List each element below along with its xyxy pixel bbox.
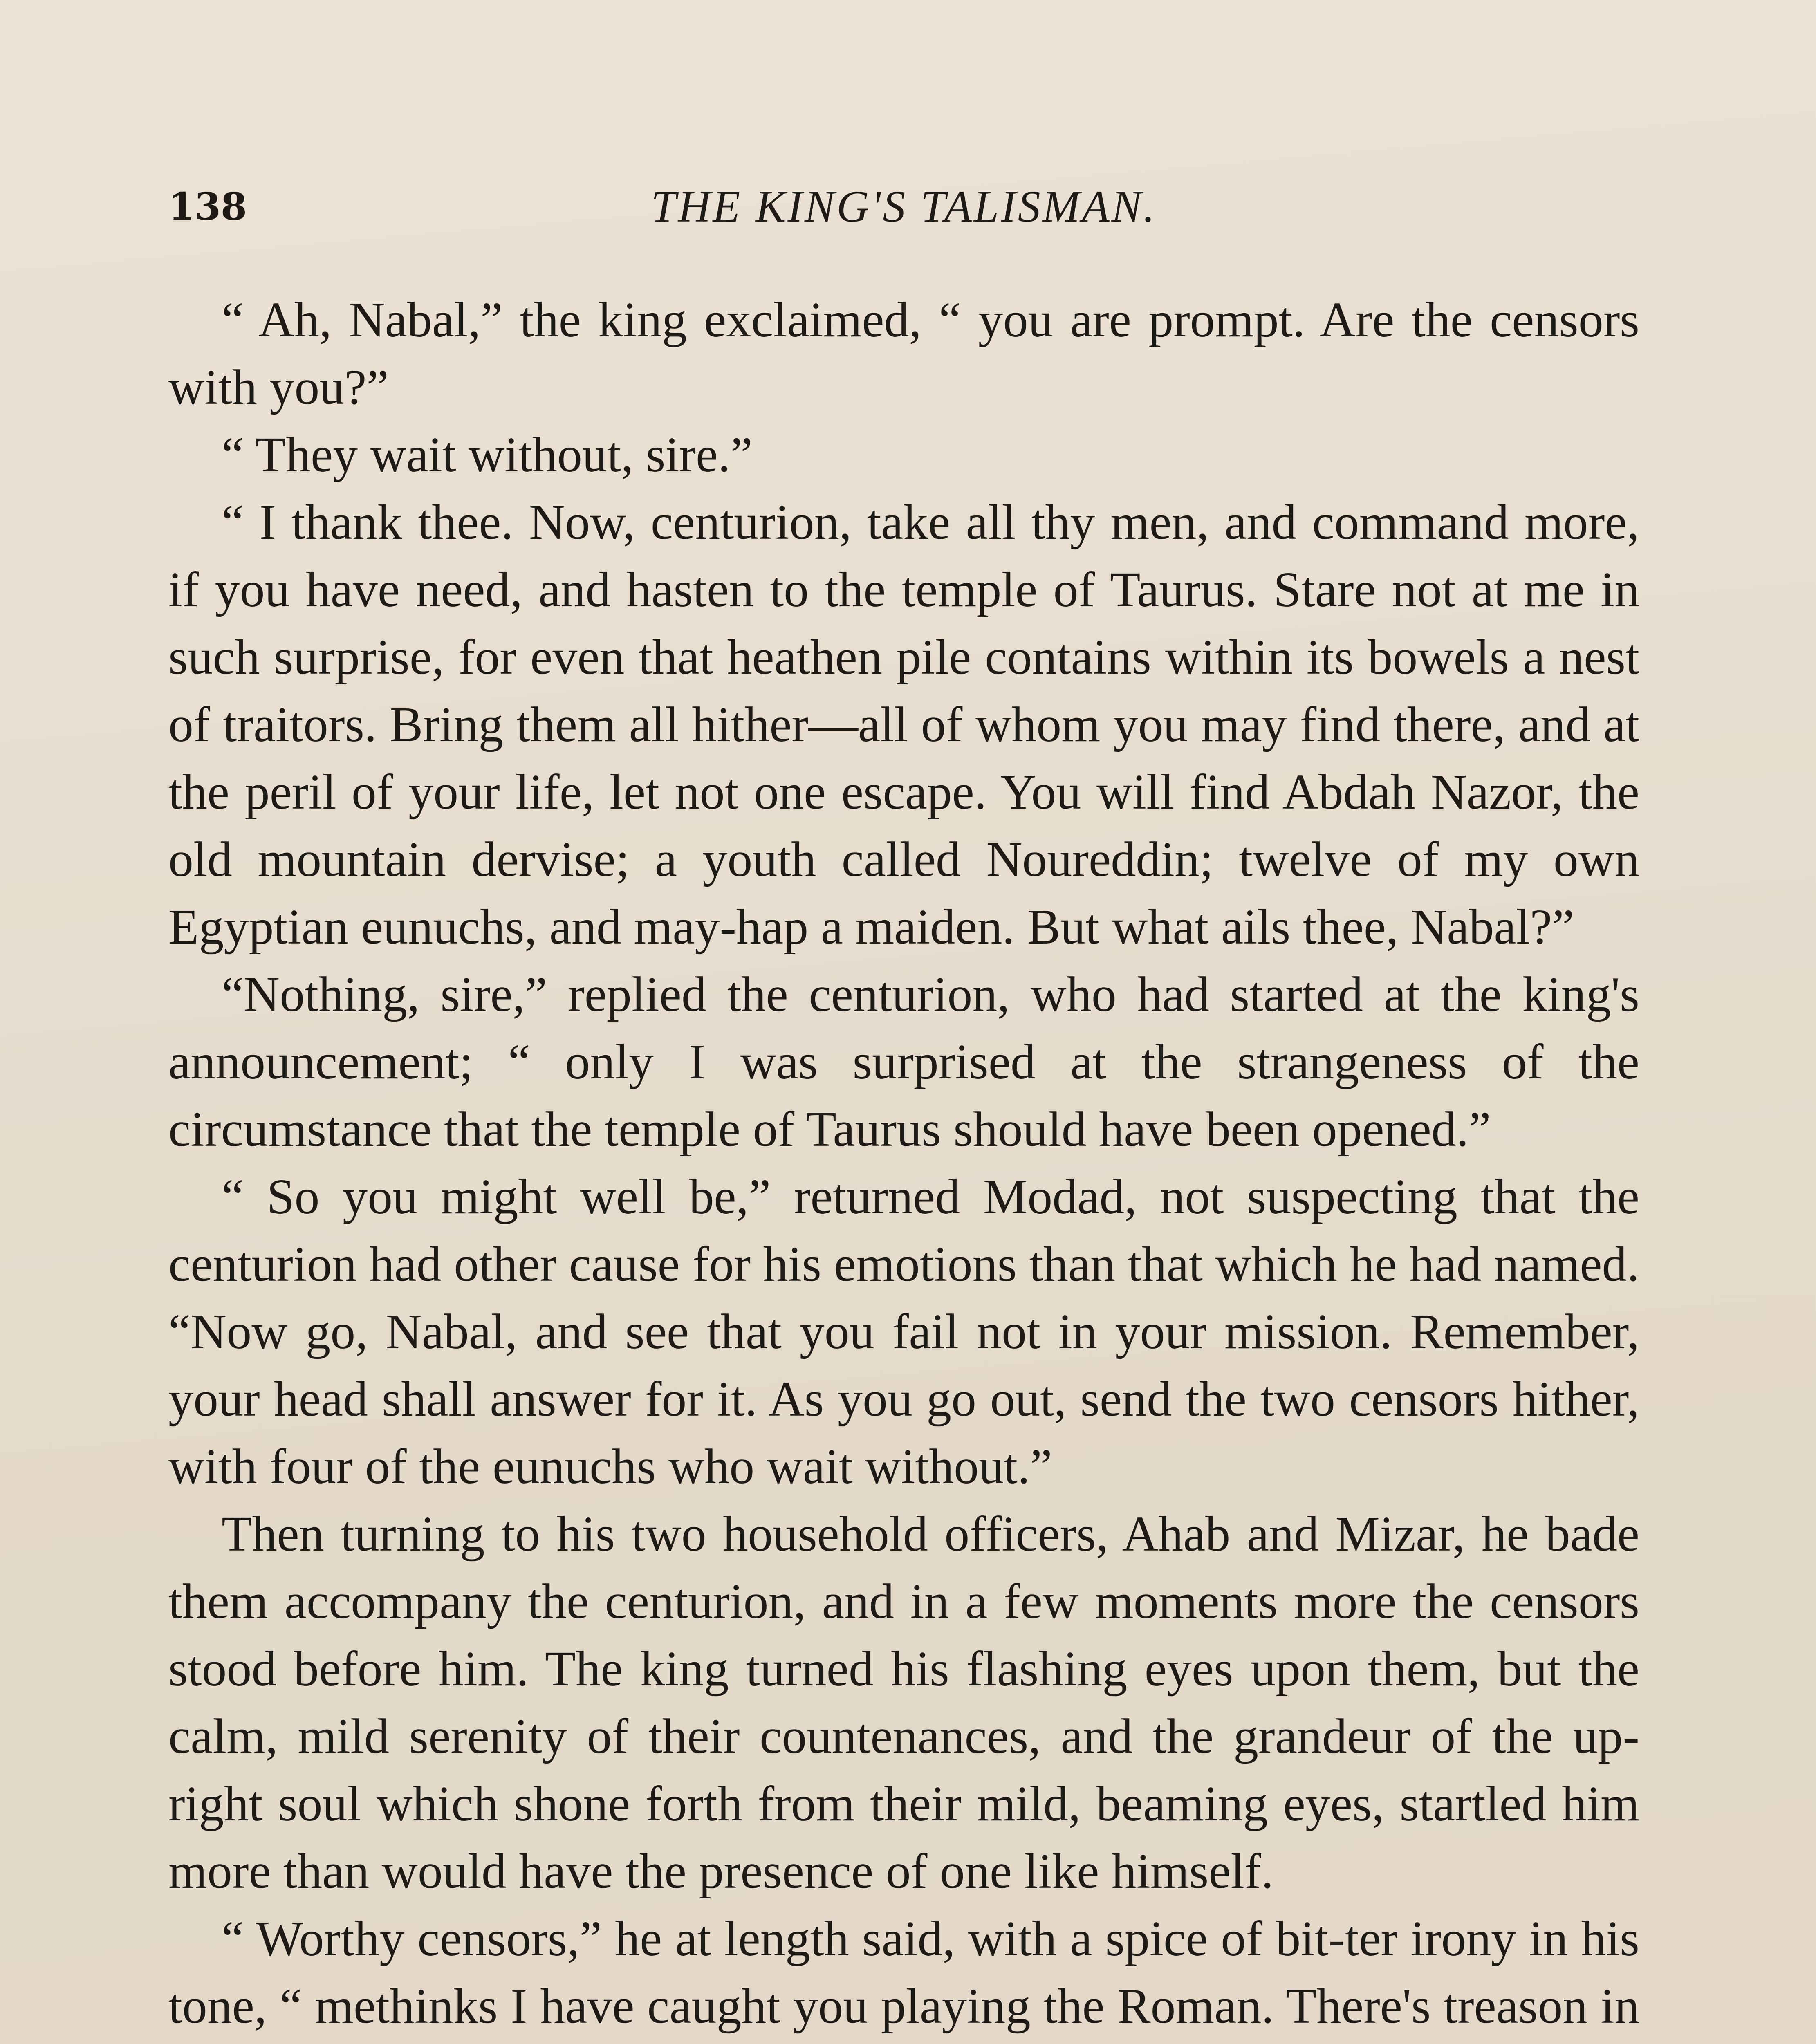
- paragraph: “Nothing, sire,” replied the centurion, who had started at the king's announcement; “ only I was surprised at the strangeness of the circumstance that the temple of Taurus should have been opened.”: [168, 967, 1639, 1157]
- running-title: THE KING'S TALISMAN.: [651, 181, 1157, 231]
- page-number: 138: [168, 184, 247, 229]
- paragraph: “ Ah, Nabal,” the king exclaimed, “ you are prompt. Are the censors with you?”: [168, 292, 1639, 415]
- running-head: [168, 176, 1639, 237]
- paragraph: “ So you might well be,” returned Modad, not suspecting that the centurion had other cause for his emotions than that which he had named. “Now go, Nabal, and see that you fail not in your mission. Remember, your head shall answer for it. As you go out, send the two censors hither, with four of the eunuchs who wait without.”: [168, 1169, 1639, 1494]
- paragraph: Then turning to his two household officers, Ahab and Mizar, he bade them accompany the centurion, and in a few moments more the censors stood before him. The king turned his flashing eyes upon them, but the calm, mild serenity of their countenances, and the grandeur of the up-right soul which shone forth from their mild, beaming eyes, startled him more than would have the presence of one like himself.: [168, 1506, 1639, 1899]
- paragraph: “ Worthy censors,” he at length said, with a spice of bit-ter irony in his tone, “ methinks I have caught you playing the Roman. There's treason in: [168, 1911, 1639, 2034]
- paragraph: “ They wait without, sire.”: [222, 427, 753, 482]
- paragraph: “ I thank thee. Now, centurion, take all thy men, and command more, if you have need, and hasten to the temple of Taurus. Stare not at me in such surprise, for even that heathen pile contains within its bowels a nest of traitors. Bring them all hither—all of whom you may find there, and at the peril of your life, let not one escape. You will find Abdah Nazor, the old mountain dervise; a youth called Noureddin; twelve of my own Egyptian eunuchs, and may-hap a maiden. But what ails thee, Nabal?”: [168, 495, 1639, 955]
- body-text: [168, 286, 1639, 2044]
